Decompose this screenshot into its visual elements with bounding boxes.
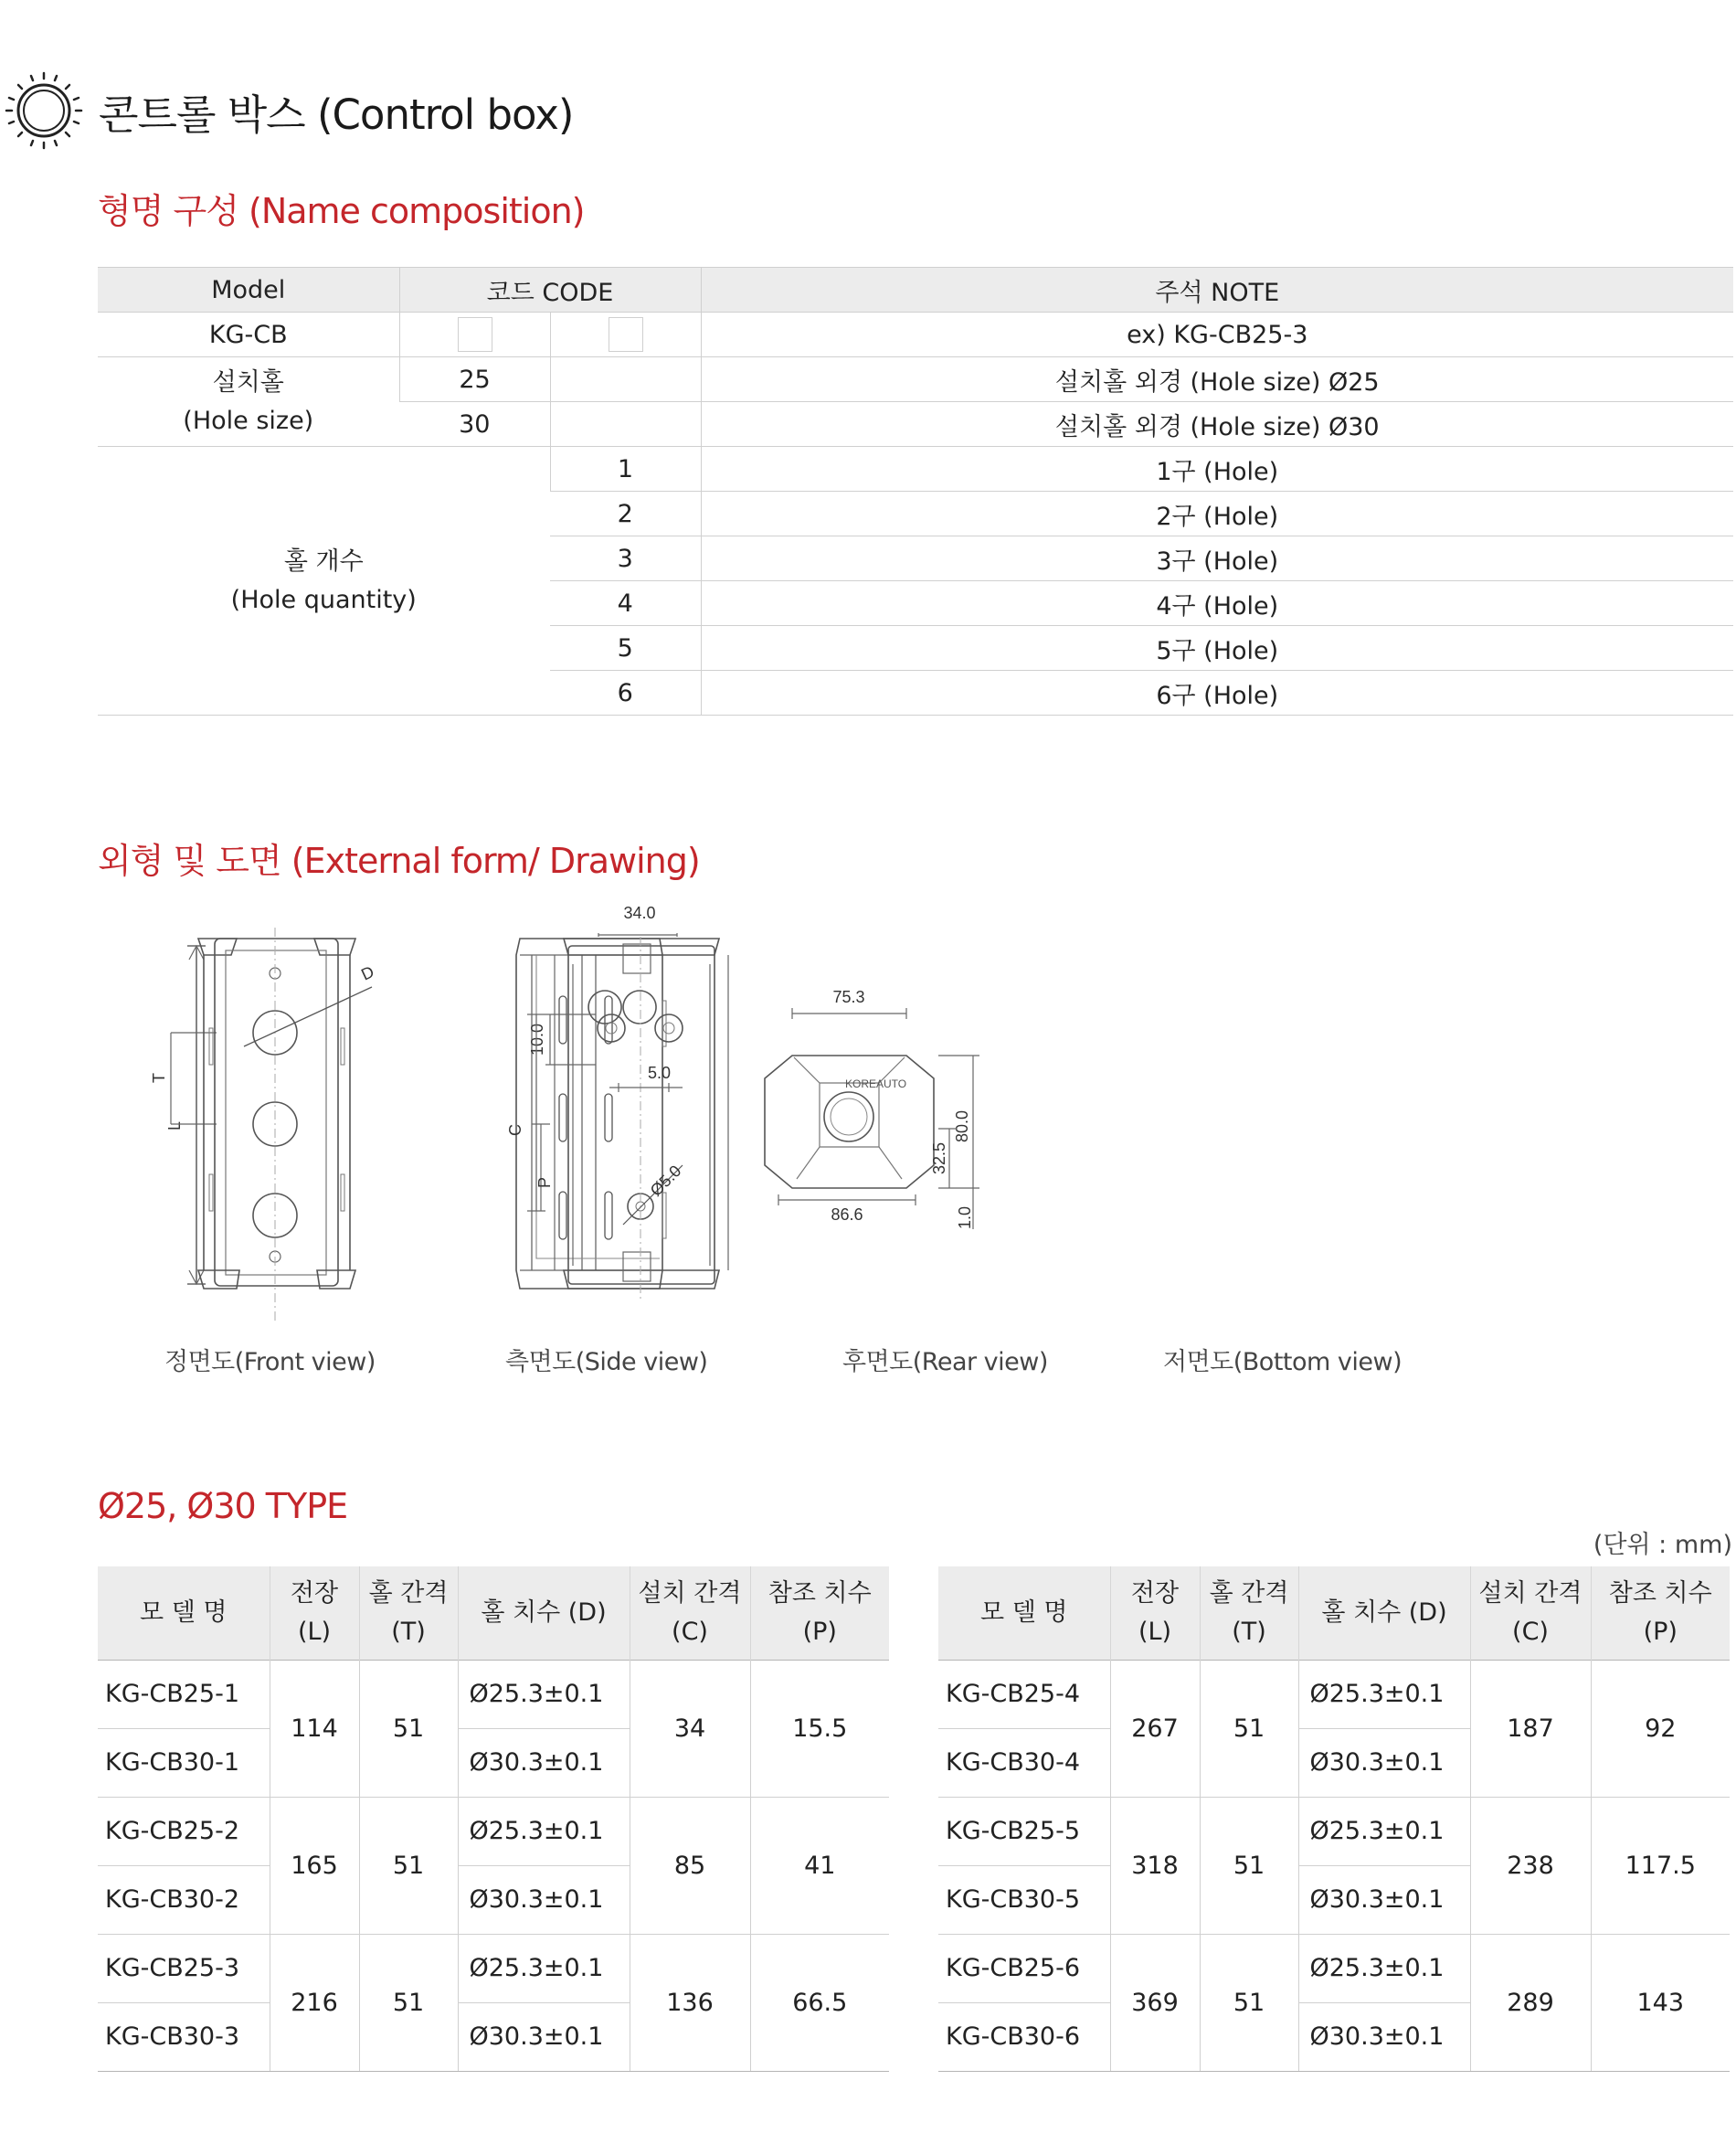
length-cell: 369 [1110,1934,1200,2071]
model-cell: KG-CB30-5 [938,1865,1110,1934]
table-row [98,1660,889,1728]
ref-cell: 15.5 [750,1660,889,1797]
note-cell: 3구 (Hole) [701,536,1733,581]
length-cell: 318 [1110,1797,1200,1934]
rear-view-drawing [506,904,728,1302]
dim-label-75: 75.3 [832,988,865,1006]
note-cell: 5구 (Hole) [701,626,1733,671]
code-box [609,317,643,352]
length-cell: 267 [1110,1660,1200,1797]
hole-cell: Ø30.3±0.1 [1298,2002,1470,2071]
model-cell: KG-CB25-2 [98,1797,270,1865]
header-model: 모 델 명 [938,1566,1110,1660]
table-row [98,313,1733,357]
gap-cell: 51 [1200,1797,1298,1934]
install-cell: 289 [1470,1934,1591,2071]
code-cell: 30 [399,402,550,447]
note-cell: 설치홀 외경 (Hole size) Ø25 [701,357,1733,402]
dim-label-32: 32.5 [930,1141,948,1174]
dim-label-5: 5.0 [648,1064,672,1082]
model-cell: KG-CB30-3 [98,2002,270,2071]
technical-drawings [98,900,1468,1412]
note-cell: 4구 (Hole) [701,581,1733,626]
section-title-type: Ø25, Ø30 TYPE [98,1486,348,1526]
dim-label-86: 86.6 [831,1205,863,1224]
header-ref: 참조 치수 (P) [750,1566,889,1660]
page-header [0,60,573,161]
code-cell: 25 [399,357,550,402]
table-header-row [938,1566,1730,1660]
length-cell: 216 [270,1934,359,2071]
dim-label-l: L [165,1120,184,1130]
gap-cell: 51 [359,1797,458,1934]
header-gap: 홀 간격 (T) [359,1566,458,1660]
header-install: 설치 간격 (C) [1470,1566,1591,1660]
model-cell: KG-CB [98,313,399,357]
hole-size-label [98,357,399,447]
dim-label-hole: Ø5.0 [646,1162,685,1200]
caption-side-view: 측면도(Side view) [505,1348,708,1376]
table-header-row [98,268,1733,313]
header-code: 코드 CODE [399,268,701,313]
empty-cell [550,357,701,402]
section-title-drawing: 외형 및 도면 (External form/ Drawing) [98,841,700,881]
hole-quantity-label [98,447,550,716]
code-cell: 4 [550,581,701,626]
hole-quantity-label-ko: 홀 개수 [283,547,364,576]
header-length: 전장 (L) [1110,1566,1200,1660]
note-cell: ex) KG-CB25-3 [701,313,1733,357]
note-cell: 1구 (Hole) [701,447,1733,492]
table-row [938,1934,1730,2002]
caption-front-view: 정면도(Front view) [164,1348,376,1376]
table-row [938,1797,1730,1865]
header-hole: 홀 치수 (D) [1298,1566,1470,1660]
table-row [98,447,1733,492]
install-cell: 34 [630,1660,750,1797]
model-cell: KG-CB30-4 [938,1728,1110,1797]
code-cell: 5 [550,626,701,671]
table-row [98,357,1733,402]
header-gap: 홀 간격 (T) [1200,1566,1298,1660]
model-cell: KG-CB25-3 [98,1934,270,2002]
length-cell: 114 [270,1660,359,1797]
note-cell: 6구 (Hole) [701,671,1733,716]
code-cell: 6 [550,671,701,716]
note-cell: 설치홀 외경 (Hole size) Ø30 [701,402,1733,447]
hole-cell: Ø30.3±0.1 [458,1728,630,1797]
dim-label-c: C [506,1124,524,1136]
type-table-right [938,1566,1730,2072]
install-cell: 85 [630,1797,750,1934]
model-cell: KG-CB30-1 [98,1728,270,1797]
gap-cell: 51 [1200,1934,1298,2071]
front-view-drawing [150,928,376,1321]
header-install: 설치 간격 (C) [630,1566,750,1660]
dim-label-10: 10.0 [528,1023,546,1056]
empty-cell [550,402,701,447]
ref-cell: 41 [750,1797,889,1934]
header-note: 주석 NOTE [701,268,1733,313]
hole-cell: Ø30.3±0.1 [458,2002,630,2071]
dim-label-1: 1.0 [956,1205,974,1229]
code-box-cell [550,313,701,357]
dim-label-d: D [358,962,377,984]
dim-label-34: 34.0 [623,904,656,922]
hole-cell: Ø30.3±0.1 [1298,1865,1470,1934]
model-cell: KG-CB30-2 [98,1865,270,1934]
header-hole: 홀 치수 (D) [458,1566,630,1660]
note-cell: 2구 (Hole) [701,492,1733,536]
hole-size-label-ko: 설치홀 [212,367,284,397]
table-header-row [98,1566,889,1660]
page-title: 콘트롤 박스 (Control box) [99,90,574,139]
ref-cell: 143 [1591,1934,1730,2071]
hole-cell: Ø25.3±0.1 [1298,1797,1470,1865]
unit-label: (단위 : mm) [1593,1531,1732,1559]
bottom-view-drawing [765,988,979,1229]
table-row [938,1660,1730,1728]
ref-cell: 92 [1591,1660,1730,1797]
ref-cell: 66.5 [750,1934,889,2071]
model-cell: KG-CB30-6 [938,2002,1110,2071]
gap-cell: 51 [359,1660,458,1797]
name-composition-table [98,267,1733,716]
code-cell: 3 [550,536,701,581]
install-cell: 136 [630,1934,750,2071]
brand-logo-text: KOREAUTO [845,1077,907,1090]
caption-rear-view: 후면도(Rear view) [842,1348,1048,1376]
install-cell: 187 [1470,1660,1591,1797]
hole-cell: Ø25.3±0.1 [458,1797,630,1865]
hole-cell: Ø30.3±0.1 [1298,1728,1470,1797]
hole-cell: Ø25.3±0.1 [1298,1660,1470,1728]
type-table-left [98,1566,889,2072]
gap-cell: 51 [1200,1660,1298,1797]
header-model: 모 델 명 [98,1566,270,1660]
model-cell: KG-CB25-1 [98,1660,270,1728]
dim-label-t: T [150,1073,168,1083]
dim-label-p: P [535,1176,554,1188]
model-cell: KG-CB25-6 [938,1934,1110,2002]
code-box-cell [399,313,550,357]
table-row [98,1797,889,1865]
ref-cell: 117.5 [1591,1797,1730,1934]
code-cell: 1 [550,447,701,492]
code-box [458,317,492,352]
model-cell: KG-CB25-4 [938,1660,1110,1728]
hole-quantity-label-en: (Hole quantity) [230,585,417,614]
model-cell: KG-CB25-5 [938,1797,1110,1865]
table-row [98,1934,889,2002]
dim-label-80: 80.0 [953,1109,971,1142]
hole-cell: Ø30.3±0.1 [458,1865,630,1934]
install-cell: 238 [1470,1797,1591,1934]
header-model: Model [98,268,399,313]
section-title-name-composition: 형명 구성 (Name composition) [98,191,585,231]
sun-ring-icon [0,60,91,161]
gap-cell: 51 [359,1934,458,2071]
code-cell: 2 [550,492,701,536]
hole-cell: Ø25.3±0.1 [458,1660,630,1728]
hole-cell: Ø25.3±0.1 [1298,1934,1470,2002]
caption-bottom-view: 저면도(Bottom view) [1163,1348,1403,1376]
header-length: 전장 (L) [270,1566,359,1660]
hole-size-label-en: (Hole size) [183,406,314,435]
hole-cell: Ø25.3±0.1 [458,1934,630,2002]
length-cell: 165 [270,1797,359,1934]
header-ref: 참조 치수 (P) [1591,1566,1730,1660]
